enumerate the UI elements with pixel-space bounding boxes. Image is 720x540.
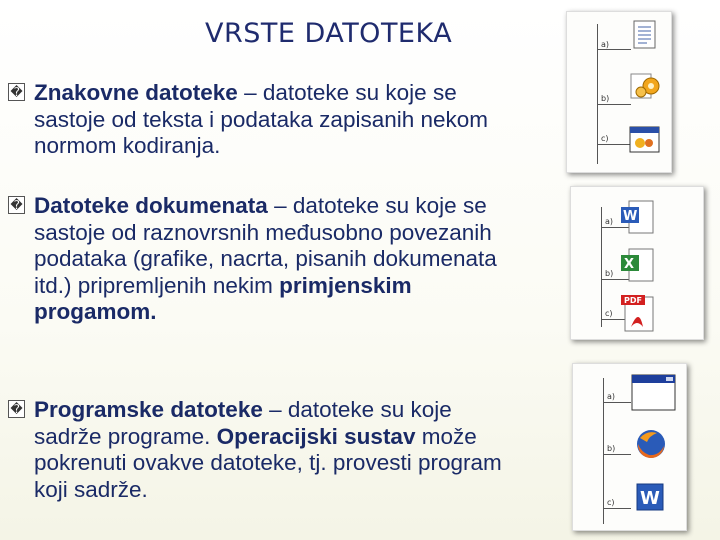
bullet-body: – datoteke su koje sadrže programe. <box>34 397 452 449</box>
svg-text:W: W <box>623 209 638 224</box>
slide-title: VRSTE DATOTEKA <box>205 18 453 49</box>
firefox-icon <box>635 428 667 460</box>
bullet-marker: � <box>8 83 25 101</box>
bullet-term: Datoteke dokumenata <box>34 193 268 218</box>
bullet-text-files <box>8 80 514 160</box>
bullet-body: – datoteke su koje se sastoje od raznovrsnih međusobno povezanih podataka (grafike, nacrta, pisanih dokumenata itd.) pripremljenih nekim <box>34 193 497 298</box>
program-window-icon <box>629 126 661 154</box>
bullet-marker: � <box>8 400 25 418</box>
label-a: a) <box>601 40 610 49</box>
bullet-body-end: može pokrenuti ovakve datoteke, tj. provesti program koji sadrže. <box>34 423 502 502</box>
document-files-illustration <box>570 186 704 340</box>
excel-document-icon <box>619 247 659 283</box>
svg-text:W: W <box>640 488 660 509</box>
label-a: a) <box>605 217 614 226</box>
pdf-document-icon <box>619 293 659 333</box>
bullet-term: Programske datoteke <box>34 397 263 422</box>
text-files-illustration <box>566 11 672 173</box>
bullet-program-files <box>8 397 514 503</box>
label-c: c) <box>605 309 613 318</box>
pdf-label: PDF <box>624 296 642 305</box>
bullet-strong: primjenskim progamom. <box>34 272 412 324</box>
text-document-icon <box>633 20 657 50</box>
application-window-icon <box>631 374 677 412</box>
program-files-illustration <box>572 363 687 531</box>
settings-file-icon <box>629 70 663 100</box>
label-b: b) <box>605 269 614 278</box>
label-b: b) <box>601 94 610 103</box>
word-document-icon <box>619 199 659 235</box>
word-program-icon <box>635 482 665 512</box>
svg-text:X: X <box>624 257 635 272</box>
label-a: a) <box>607 392 616 401</box>
label-c: c) <box>601 134 609 143</box>
bullet-strong: Operacijski sustav <box>216 423 416 449</box>
bullet-term: Znakovne datoteke <box>34 80 238 105</box>
bullet-marker: � <box>8 196 25 214</box>
label-c: c) <box>607 498 615 507</box>
bullet-document-files <box>8 193 514 326</box>
label-b: b) <box>607 444 616 453</box>
bullet-body: – datoteke su koje se sastoje od teksta i podataka zapisanih nekom normom kodiranja. <box>34 80 489 158</box>
